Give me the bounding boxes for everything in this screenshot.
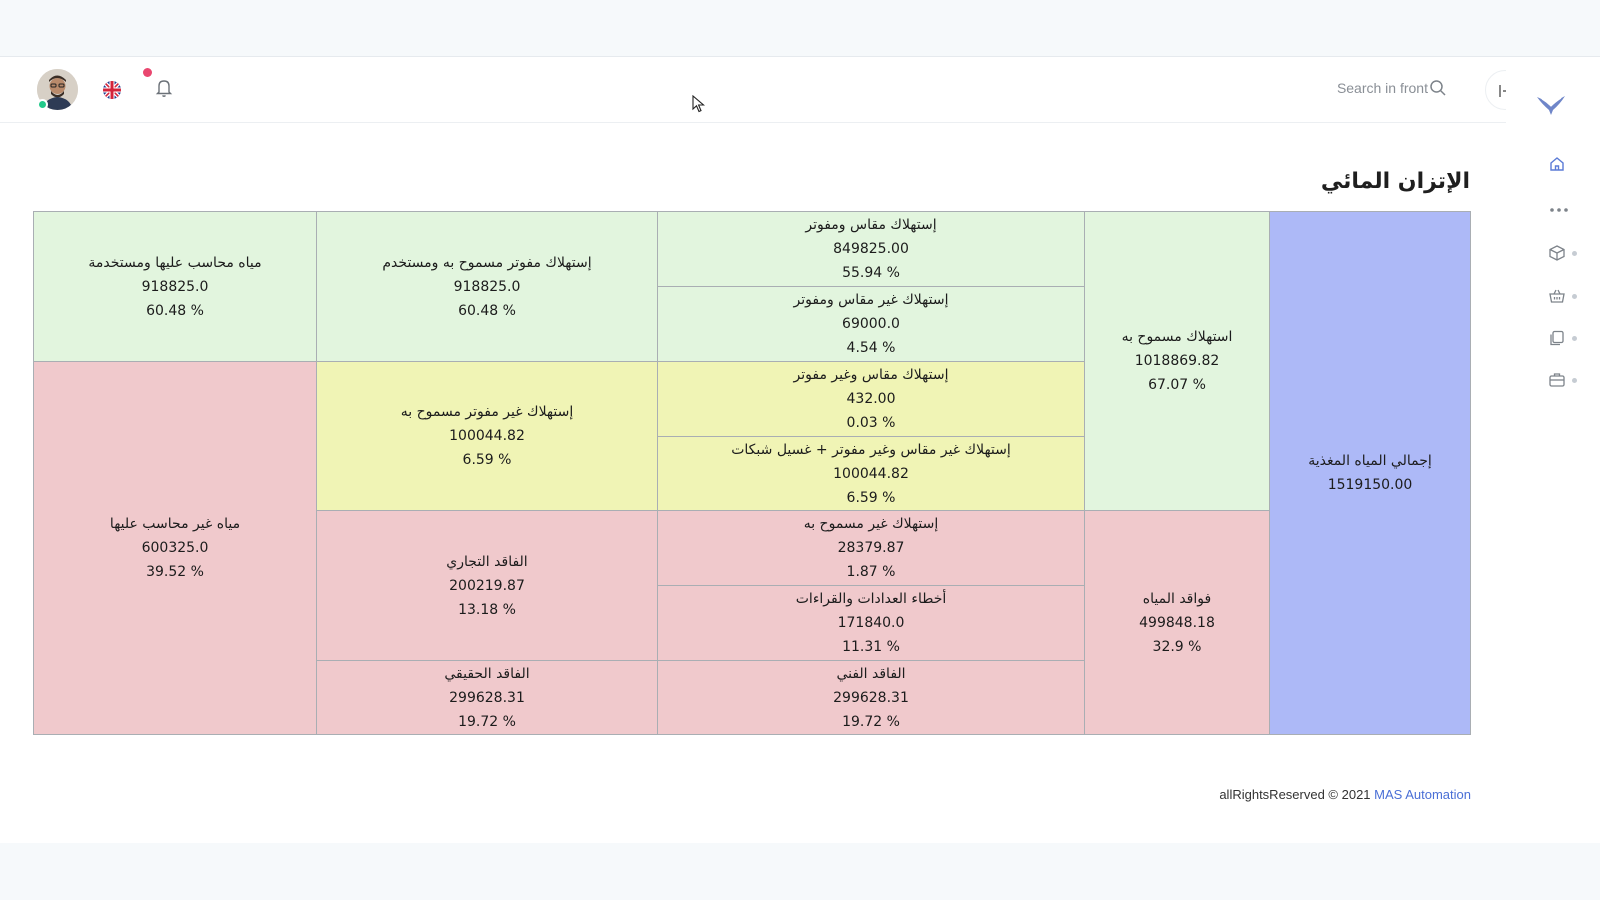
- collapse-indicator: [1572, 378, 1577, 383]
- online-status-dot: [37, 99, 48, 110]
- non-revenue-water-cell: [33, 361, 317, 735]
- cell-label: الفاقد الفني: [836, 665, 906, 682]
- revenue-water-cell: [33, 211, 317, 362]
- basket-icon[interactable]: [1548, 287, 1566, 305]
- cell-percent: 60.48 %: [458, 302, 516, 319]
- cell-label: إستهلاك غير مقاس وغير مفوتر + غسيل شبكات: [731, 441, 1011, 458]
- cell-label: الفاقد التجاري: [446, 553, 528, 570]
- cell-percent: 60.48 %: [146, 302, 204, 319]
- cell-percent: 19.72 %: [842, 713, 900, 730]
- cell-label: إستهلاك مقاس وغير مفوتر: [793, 367, 949, 383]
- billed-authorized-cell: [316, 211, 658, 362]
- cell-percent: 39.52 %: [146, 564, 204, 580]
- cell-label: إستهلاك مقاس ومفوتر: [805, 217, 937, 233]
- footer: [1100, 787, 1471, 807]
- uk-flag-icon[interactable]: [103, 81, 121, 99]
- cell-percent: 11.31 %: [842, 639, 900, 655]
- app-frame: [0, 57, 1600, 843]
- water-balance-table: [33, 211, 1471, 735]
- cell-percent: 13.18 %: [458, 601, 516, 618]
- technical-loss-cell: [657, 660, 1085, 735]
- real-loss-cell: [316, 660, 658, 735]
- mouse-cursor-icon: [692, 95, 706, 113]
- cell-value: 69000.0: [842, 316, 900, 332]
- cell-label: الفاقد الحقيقي: [444, 665, 530, 682]
- collapse-indicator: [1572, 251, 1577, 256]
- total-input-water-cell: [1269, 211, 1471, 735]
- unbilled-unmetered-cell: [657, 436, 1085, 511]
- cell-percent: 1.87 %: [846, 564, 896, 580]
- cell-label: مياه غير محاسب عليها: [109, 516, 241, 532]
- sidebar-rail: [1506, 57, 1600, 843]
- notification-badge: [143, 68, 152, 77]
- cell-value: 432.00: [846, 391, 896, 407]
- cell-label: إجمالي المياه المغذية: [1308, 453, 1432, 469]
- bottom-strip: [0, 843, 1600, 900]
- page-title: الإتزان المائي: [1320, 169, 1470, 194]
- cell-value: 28379.87: [837, 540, 905, 556]
- cell-value: 600325.0: [141, 540, 209, 556]
- cell-label: فواقد المياه: [1142, 590, 1212, 607]
- cell-label: إستهلاك غير مفوتر مسموح به: [400, 404, 574, 420]
- unbilled-metered-cell: [657, 361, 1085, 437]
- billed-unmetered-cell: [657, 286, 1085, 362]
- collapse-indicator: [1572, 336, 1577, 341]
- water-losses-cell: [1084, 510, 1270, 735]
- cell-percent: 67.07 %: [1148, 377, 1206, 393]
- search-icon[interactable]: [1429, 79, 1447, 97]
- cell-value: 849825.00: [833, 241, 909, 257]
- cell-value: 299628.31: [833, 689, 909, 706]
- top-header: [0, 57, 1506, 123]
- home-icon[interactable]: [1548, 155, 1566, 173]
- cell-percent: 32.9 %: [1152, 638, 1202, 655]
- cell-value: 171840.0: [837, 615, 905, 631]
- bell-icon[interactable]: [155, 78, 173, 98]
- cell-percent: 4.54 %: [846, 340, 896, 356]
- copyright-text: allRightsReserved © 2021: [1219, 787, 1371, 802]
- cell-label: استهلاك مسموح به: [1121, 329, 1233, 345]
- cell-value: 100044.82: [449, 428, 525, 444]
- cell-percent: 55.94 %: [842, 265, 900, 281]
- cell-value: 1018869.82: [1134, 353, 1220, 369]
- unauthorized-consumption-cell: [657, 510, 1085, 586]
- cell-label: مياه محاسب عليها ومستخدمة: [88, 254, 262, 271]
- box-icon[interactable]: [1548, 244, 1566, 262]
- briefcase-icon[interactable]: [1548, 371, 1566, 389]
- cell-percent: 6.59 %: [846, 489, 896, 506]
- unbilled-authorized-cell: [316, 361, 658, 511]
- meter-errors-cell: [657, 585, 1085, 661]
- cell-value: 499848.18: [1139, 614, 1215, 631]
- cell-label: إستهلاك غير مقاس ومفوتر: [793, 292, 949, 308]
- bird-logo[interactable]: [1536, 94, 1566, 116]
- cell-percent: 19.72 %: [458, 713, 516, 730]
- more-icon[interactable]: [1548, 201, 1566, 219]
- commercial-loss-cell: [316, 510, 658, 661]
- cell-percent: 6.59 %: [462, 452, 512, 468]
- copy-icon[interactable]: [1548, 329, 1566, 347]
- cell-label: إستهلاك غير مسموح به: [803, 516, 939, 532]
- authorized-consumption-cell: [1084, 211, 1270, 511]
- search-input[interactable]: Search in front: [1336, 80, 1428, 96]
- cell-value: 299628.31: [449, 689, 525, 706]
- cell-value: 918825.0: [141, 278, 209, 295]
- cell-value: 918825.0: [453, 278, 521, 295]
- brand-link[interactable]: MAS Automation: [1374, 787, 1471, 802]
- cell-percent: 0.03 %: [846, 415, 896, 431]
- cell-label: إستهلاك مفوتر مسموح به ومستخدم: [382, 254, 592, 271]
- cell-label: أخطاء العدادات والقراءات: [795, 591, 947, 607]
- cell-value: 100044.82: [833, 465, 909, 482]
- collapse-indicator: [1572, 294, 1577, 299]
- cell-value: 1519150.00: [1327, 477, 1413, 493]
- billed-metered-cell: [657, 211, 1085, 287]
- cell-value: 200219.87: [449, 577, 525, 594]
- top-strip: [0, 0, 1600, 57]
